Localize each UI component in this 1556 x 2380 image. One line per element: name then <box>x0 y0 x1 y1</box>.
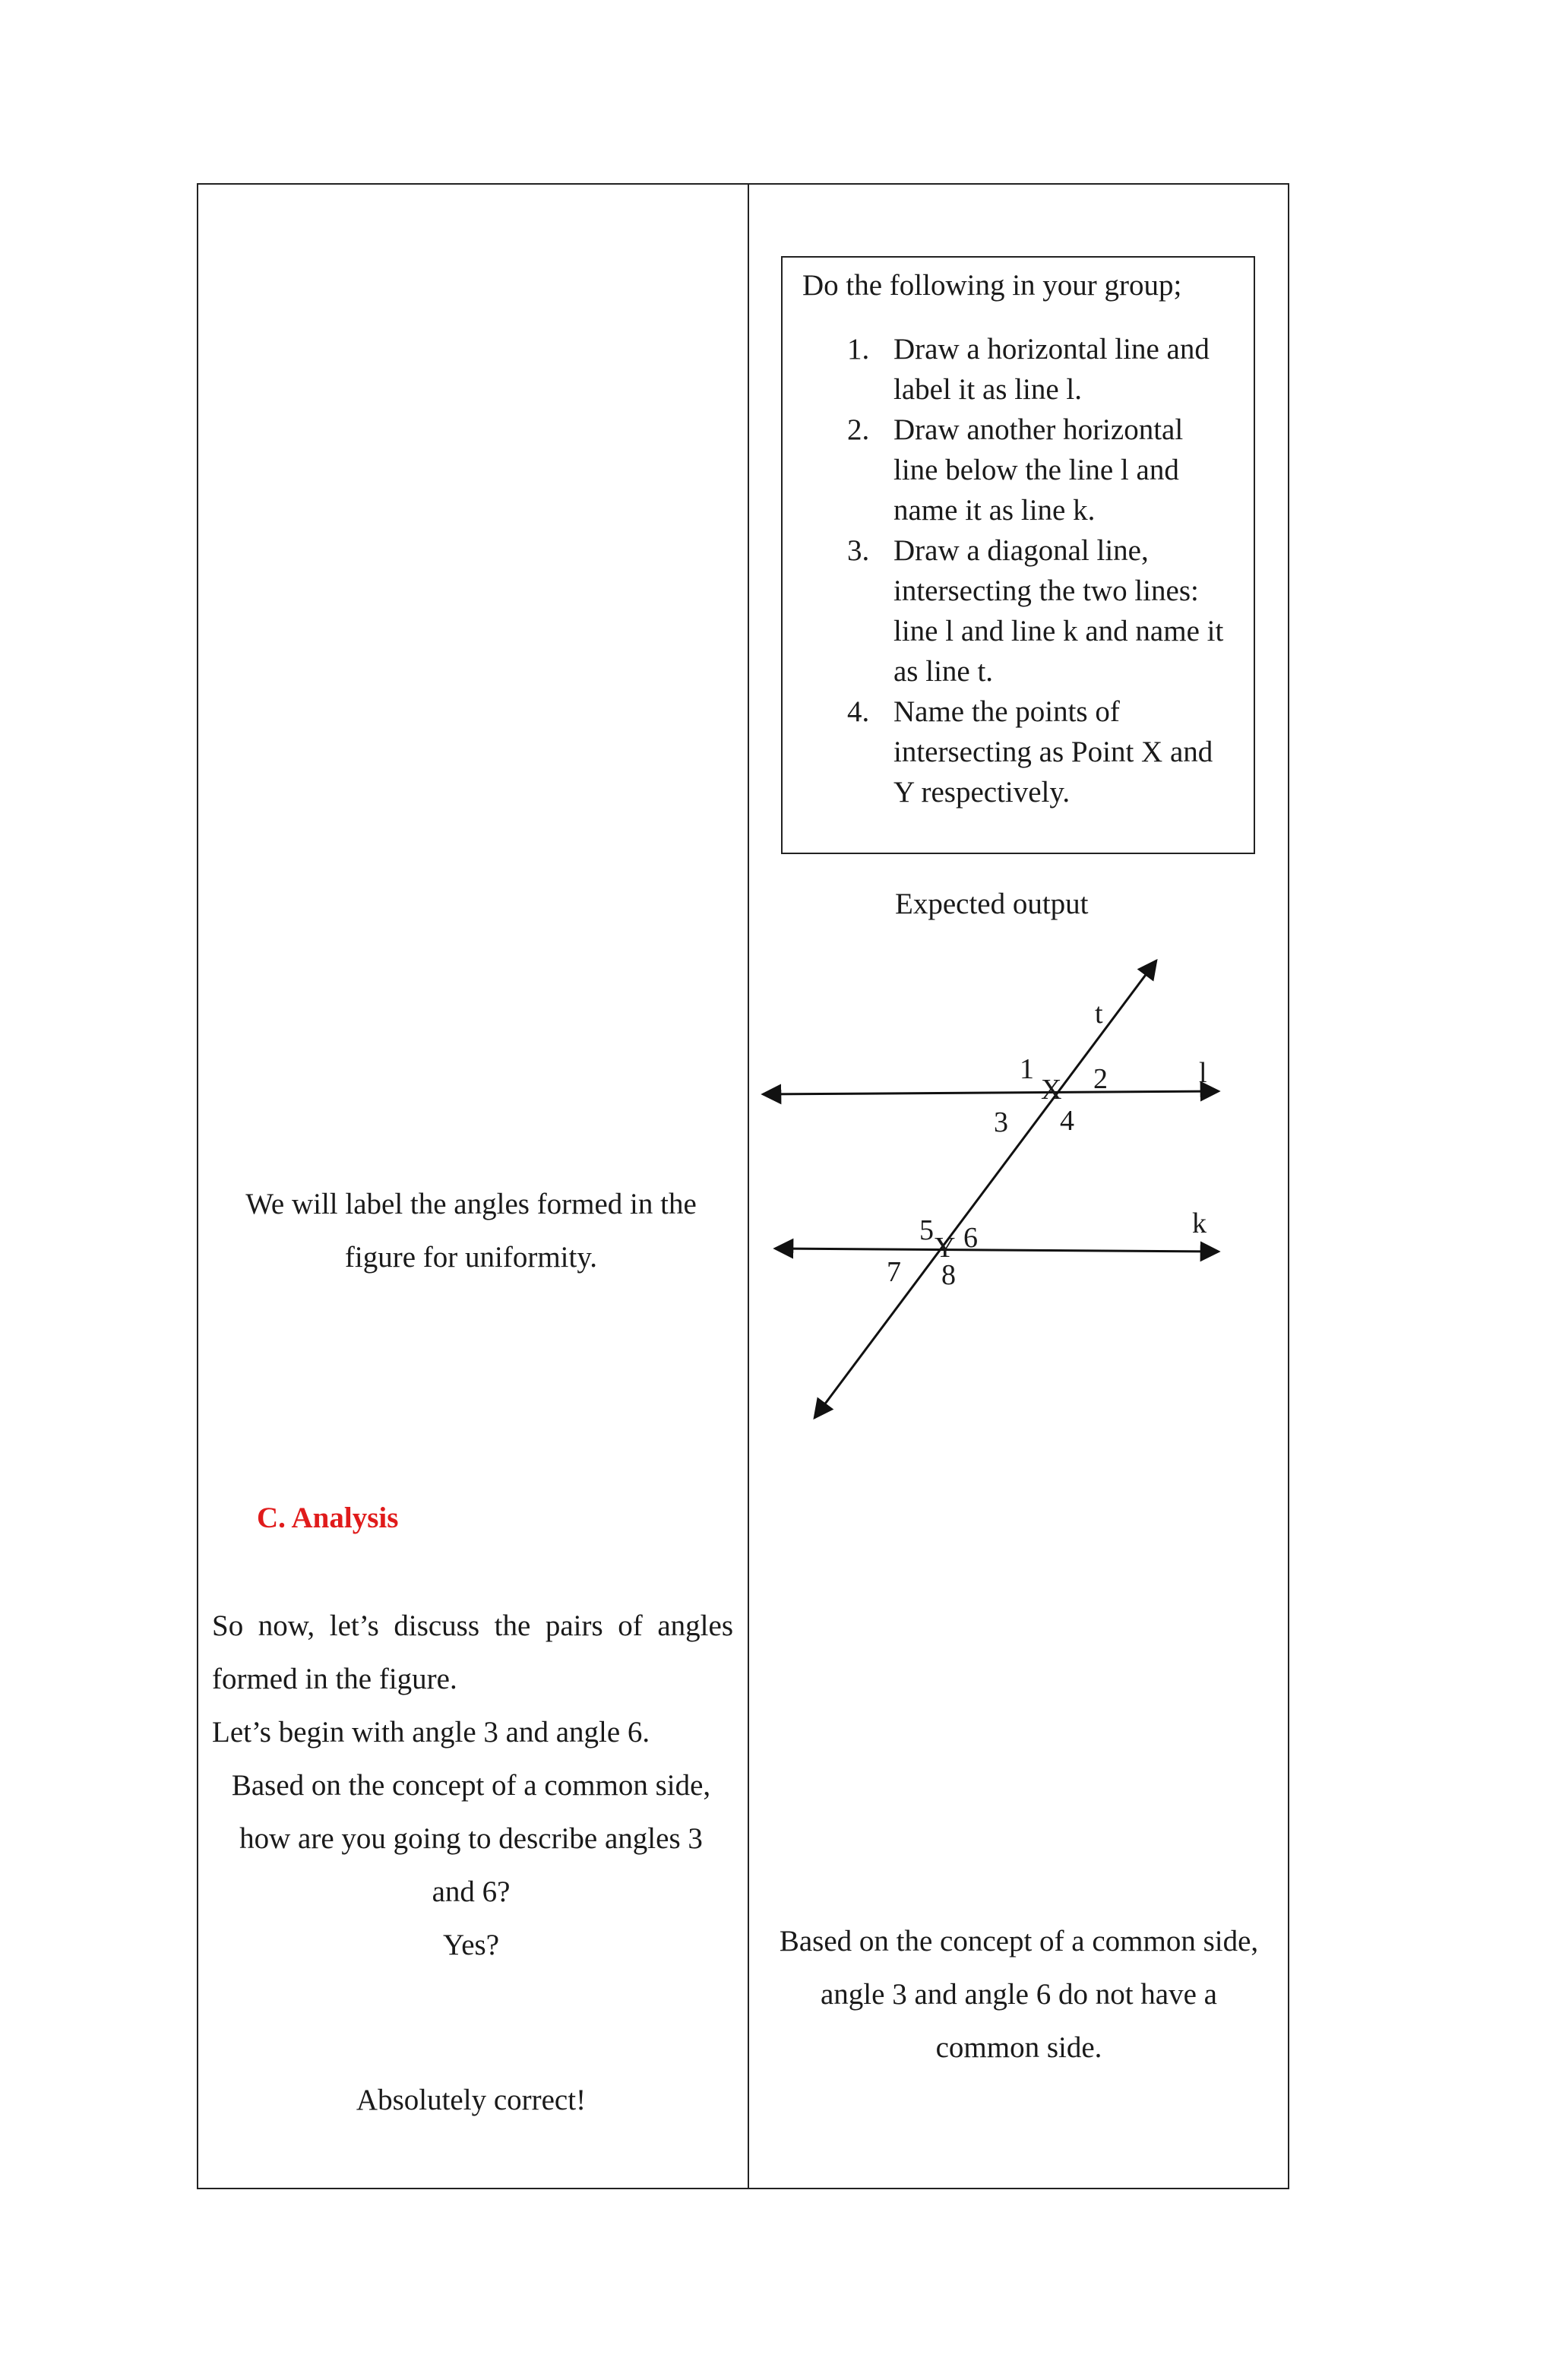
praise: Absolutely correct! <box>356 2084 587 2116</box>
answer <box>757 1915 1281 2075</box>
task-text <box>893 530 1243 692</box>
point-y-label: Y <box>935 1232 956 1264</box>
task-line: label it as line l. <box>893 373 1083 406</box>
task-number: 4. <box>847 695 870 728</box>
transversal-figure <box>752 942 1254 1444</box>
discussion-line: Let’s begin with angle 3 and angle 6. <box>212 1716 650 1749</box>
point-x-label: X <box>1041 1074 1062 1106</box>
line-k-label: k <box>1192 1207 1207 1239</box>
task-line: as line t. <box>893 655 994 688</box>
label-intro <box>205 1178 737 1284</box>
task-heading: Do the following in your group; <box>802 269 1182 302</box>
line-l <box>763 1091 1219 1094</box>
angle-7-label: 7 <box>887 1256 901 1288</box>
task-item <box>783 692 1254 812</box>
angle-2-label: 2 <box>1093 1063 1108 1095</box>
angle-4-label: 4 <box>1060 1105 1074 1137</box>
task-list <box>783 329 1254 812</box>
section-heading: C. Analysis <box>257 1502 399 1534</box>
angle-1-label: 1 <box>1020 1053 1034 1085</box>
task-box <box>781 256 1255 854</box>
task-line: Draw another horizontal <box>893 413 1184 446</box>
line-k <box>775 1249 1219 1252</box>
task-number: 2. <box>847 413 870 446</box>
task-line: name it as line k. <box>893 494 1096 527</box>
task-number: 3. <box>847 534 870 567</box>
label-intro-line: We will label the angles formed in the <box>245 1188 697 1220</box>
task-line: line l and line k and name it <box>893 615 1224 647</box>
angle-3-label: 3 <box>994 1106 1008 1138</box>
line-l-label: l <box>1199 1057 1207 1089</box>
task-text <box>893 410 1243 530</box>
angle-8-label: 8 <box>941 1259 956 1291</box>
task-item <box>783 410 1254 530</box>
expected-output-label: Expected output <box>895 888 1089 920</box>
line-t-label: t <box>1095 998 1103 1030</box>
column-divider <box>748 183 749 2189</box>
task-line: line below the line l and <box>893 454 1179 486</box>
question <box>205 1759 737 1972</box>
task-line: Draw a horizontal line and <box>893 333 1210 366</box>
task-item <box>783 329 1254 410</box>
task-line: intersecting the two lines: <box>893 574 1199 607</box>
discussion-line: formed in the figure. <box>212 1663 457 1695</box>
task-text <box>893 329 1243 410</box>
answer-line: angle 3 and angle 6 do not have a <box>821 1978 1217 2011</box>
question-line: how are you going to describe angles 3 <box>239 1822 703 1855</box>
task-text <box>893 692 1243 812</box>
task-line: Name the points of <box>893 695 1120 728</box>
angle-5-label: 5 <box>919 1214 934 1246</box>
task-line: Draw a diagonal line, <box>893 534 1149 567</box>
task-item <box>783 530 1254 692</box>
label-intro-line: figure for uniformity. <box>344 1241 598 1274</box>
yes-prompt: Yes? <box>442 1929 500 1961</box>
answer-line: common side. <box>935 2031 1102 2064</box>
angle-6-label: 6 <box>963 1222 978 1254</box>
discussion-line: So now, let’s discuss the pairs of angles <box>212 1609 733 1642</box>
task-number: 1. <box>847 333 870 366</box>
line-t <box>814 961 1156 1418</box>
task-line: Y respectively. <box>893 776 1071 809</box>
task-line: intersecting as Point X and <box>893 736 1213 768</box>
question-line: Based on the concept of a common side, <box>231 1769 711 1802</box>
answer-line: Based on the concept of a common side, <box>779 1925 1259 1957</box>
question-line: and 6? <box>432 1875 511 1908</box>
